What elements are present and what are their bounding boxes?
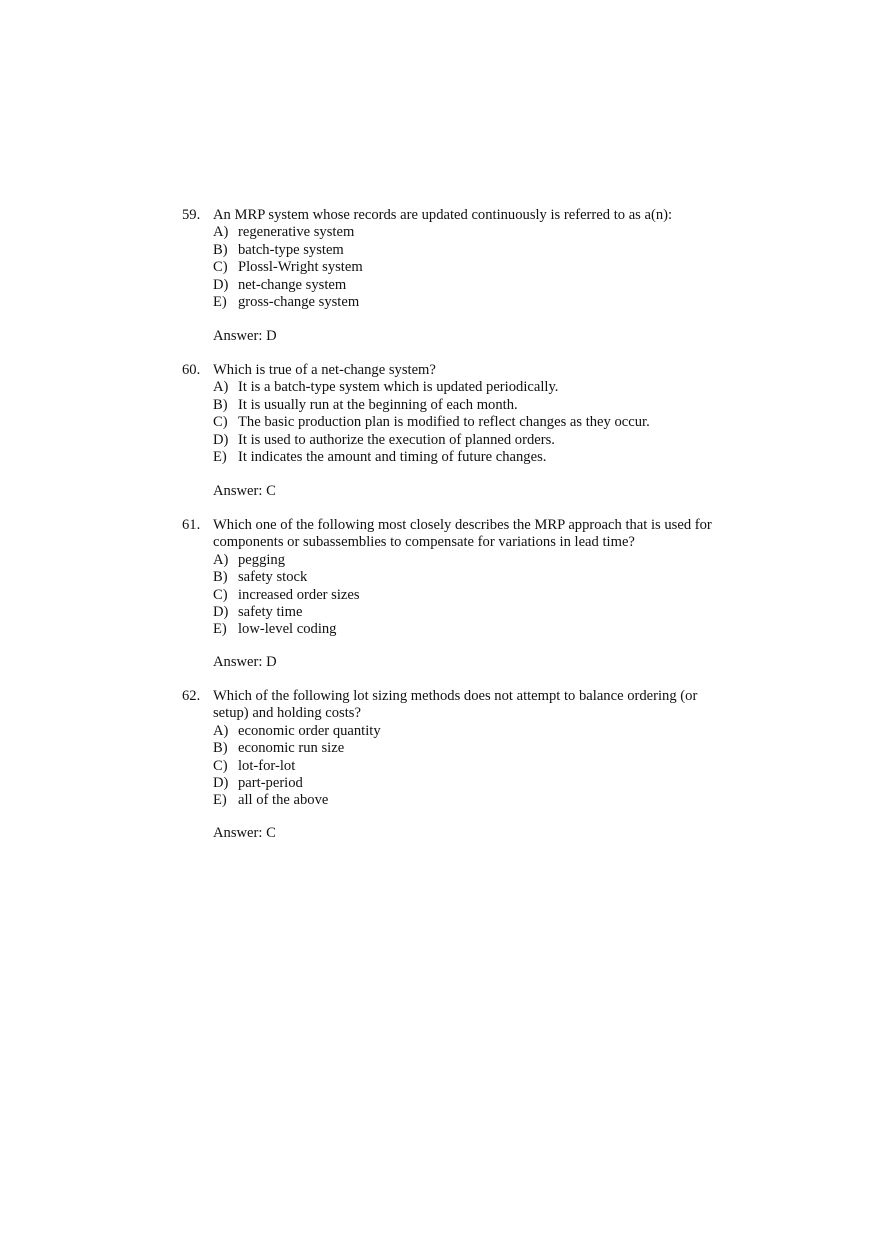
option-letter: D) — [213, 431, 229, 448]
option-text: batch-type system — [238, 241, 344, 258]
question-stem: Which is true of a net-change system? — [213, 362, 436, 378]
option-text: regenerative system — [238, 224, 355, 241]
option-text: safety stock — [238, 569, 308, 586]
answer-line: Answer: D — [213, 654, 277, 670]
option-letter: A) — [213, 224, 229, 241]
option-letter: E) — [213, 621, 227, 638]
question-number: 59. — [182, 207, 201, 223]
option-letter: D) — [213, 775, 229, 791]
answer-line: Answer: D — [213, 328, 277, 344]
option-letter: A) — [213, 722, 229, 739]
option-letter: D) — [213, 604, 229, 620]
option-letter: A) — [213, 379, 229, 396]
option-text: economic run size — [238, 740, 345, 757]
option-letter: B) — [213, 396, 228, 413]
option-letter: C) — [213, 586, 228, 603]
option-text: increased order sizes — [238, 586, 360, 603]
option-text: It is usually run at the beginning of each month. — [238, 396, 518, 413]
question-number: 62. — [182, 688, 201, 704]
question-stem: Which of the following lot sizing methods does not attempt to balance ordering (or — [213, 688, 698, 704]
question-number: 61. — [182, 517, 201, 533]
option-letter: B) — [213, 740, 228, 757]
option-text: safety time — [238, 604, 303, 620]
option-letter: B) — [213, 569, 228, 586]
option-text: gross-change system — [238, 294, 360, 310]
question-stem-continued: setup) and holding costs? — [213, 705, 361, 722]
option-letter: E) — [213, 792, 227, 809]
option-letter: C) — [213, 757, 228, 774]
option-letter: E) — [213, 294, 227, 310]
option-letter: D) — [213, 276, 229, 293]
option-letter: E) — [213, 449, 227, 465]
option-text: part-period — [238, 775, 303, 791]
option-text: It is a batch-type system which is updated periodically. — [238, 379, 559, 396]
option-text: net-change system — [238, 276, 347, 293]
question-stem: An MRP system whose records are updated continuously is referred to as a(n): — [213, 207, 673, 223]
option-letter: C) — [213, 259, 228, 276]
option-text: It indicates the amount and timing of future changes. — [238, 449, 547, 465]
option-text: The basic production plan is modified to reflect changes as they occur. — [238, 414, 650, 431]
option-letter: A) — [213, 551, 229, 568]
option-text: pegging — [238, 551, 286, 568]
answer-line: Answer: C — [213, 483, 276, 499]
option-text: low-level coding — [238, 621, 337, 638]
question-stem: Which one of the following most closely describes the MRP approach that is used for — [213, 517, 712, 533]
question-number: 60. — [182, 362, 201, 378]
option-letter: B) — [213, 241, 228, 258]
option-text: It is used to authorize the execution of planned orders. — [238, 431, 555, 448]
option-text: Plossl-Wright system — [238, 259, 363, 276]
option-text: lot-for-lot — [238, 757, 296, 774]
question-stem-continued: components or subassemblies to compensate for variations in lead time? — [213, 534, 635, 551]
option-text: economic order quantity — [238, 722, 381, 739]
option-text: all of the above — [238, 792, 329, 809]
answer-line: Answer: C — [213, 825, 276, 841]
option-letter: C) — [213, 414, 228, 431]
